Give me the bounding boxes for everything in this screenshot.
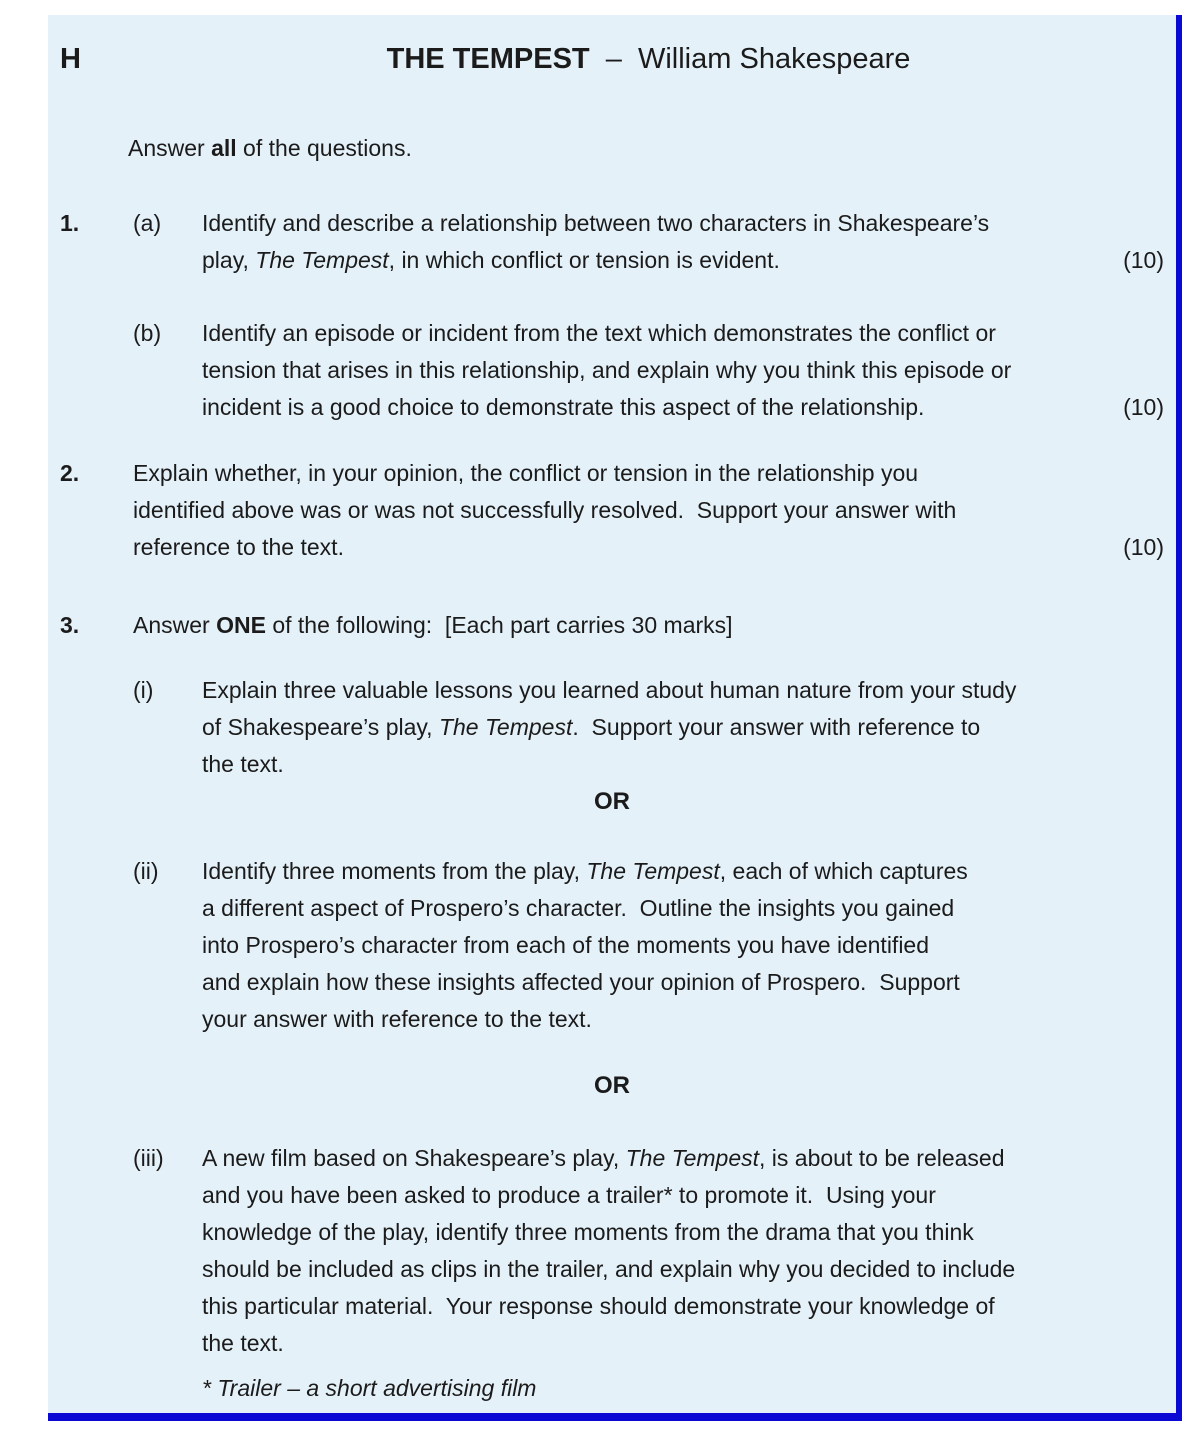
option-iii-text: A new film based on Shakespeare’s play, The Tempest, is about to be released and you have been asked to produce a trailer* to promote it. Using your knowledge of the play, identify three moments from the drama that you think should be included as clips in the trailer, and explain why you decided to include this particular material. Your response should demonstrate your knowledge of the text.: [202, 1145, 1016, 1356]
part-b-text: Identify an episode or incident from the text which demonstrates the conflict or tension that arises in this relationship, and explain why you think this episode or incident is a good choice to demonstrate this aspect of the relationship.: [202, 320, 1012, 420]
or-separator-1: OR: [594, 788, 630, 815]
exam-sheet: [48, 15, 1182, 1421]
or-separator-2: OR: [594, 1072, 630, 1099]
question-2-text: Explain whether, in your opinion, the conflict or tension in the relationship you identified above was or was not successfully resolved. Support your answer with reference to the text.: [133, 460, 957, 560]
option-i-label: (i): [133, 677, 154, 703]
part-b-marks: (10): [1123, 394, 1164, 420]
question-3-header: [60, 607, 1164, 644]
question-3-header-text: Answer ONE of the following: [Each part carries 30 marks]: [133, 612, 733, 638]
option-iii-label: (iii): [133, 1145, 164, 1171]
part-a-label: (a): [133, 210, 162, 236]
part-a-marks: (10): [1123, 247, 1164, 273]
option-i-body: [202, 672, 1164, 783]
header: [60, 40, 1164, 78]
question-3-option-ii: [60, 853, 1164, 1038]
option-ii-text: Identify three moments from the play, The Tempest, each of which captures a different aspect of Prospero’s character. Outline the insights you gained into Prospero’s character from each of the moments you have identified and explain how these insights affected your opinion of Prospero. Support your answer with reference to the text.: [202, 858, 968, 1032]
question-2-number: 2.: [60, 460, 80, 486]
option-iii-body: [202, 1140, 1164, 1362]
question-3-option-iii: [60, 1140, 1164, 1362]
question-1-number: 1.: [60, 210, 80, 236]
section-letter: H: [60, 43, 81, 75]
option-i-text: Explain three valuable lessons you learned about human nature from your study of Shakespeare’s play, The Tempest. Support your answer with reference to the text.: [202, 677, 1017, 777]
part-b-body: [202, 315, 1164, 426]
question-2: [60, 455, 1164, 566]
trailer-footnote: * Trailer – a short advertising film: [202, 1375, 537, 1401]
option-ii-label: (ii): [133, 858, 159, 884]
page-title: THE TEMPEST – William Shakespeare: [386, 43, 911, 75]
question-2-body: [133, 455, 1164, 566]
question-2-marks: (10): [1123, 534, 1164, 560]
instruction-text: Answer all of the questions.: [128, 135, 412, 161]
part-b-label: (b): [133, 320, 162, 346]
part-a-body: [202, 205, 1164, 279]
part-a-text: Identify and describe a relationship between two characters in Shakespeare’s play, The Tempest, in which conflict or tension is evident.: [202, 210, 990, 273]
question-3-option-i: [60, 672, 1164, 783]
option-ii-body: [202, 853, 1164, 1038]
question-3-number: 3.: [60, 612, 80, 638]
question-1b: [60, 315, 1164, 426]
question-1a: [60, 205, 1164, 279]
